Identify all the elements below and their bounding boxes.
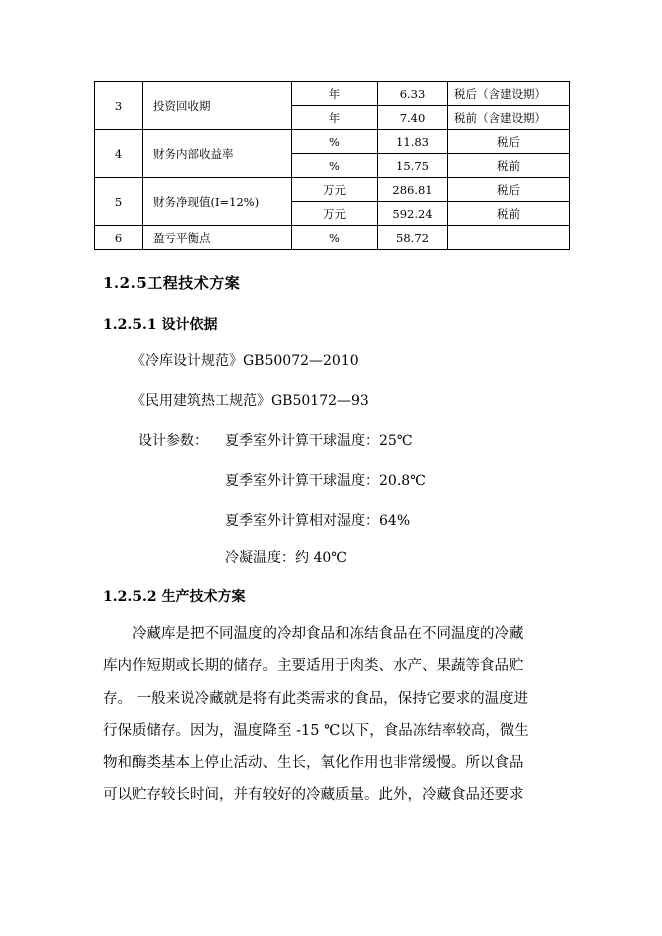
table-row <box>95 82 570 106</box>
paragraph-line: 库内作短期或长期的储存。主要适用于肉类、水产、果蔬等食品贮 <box>103 658 524 675</box>
value-cell: 286.81 <box>378 178 448 202</box>
unit-cell: % <box>292 226 378 250</box>
financial-indicators-table <box>94 81 570 250</box>
paragraph-line: 可以贮存较长时间，并有较好的冷藏质量。此外，冷藏食品还要求 <box>103 787 524 804</box>
value-cell: 592.24 <box>378 202 448 226</box>
table-row <box>95 226 570 250</box>
design-param-2: 夏季室外计算干球温度：20.8℃ <box>225 473 426 489</box>
indicator-name-cell: 投资回收期 <box>143 82 292 130</box>
paragraph-line: 物和酶类基本上停止活动、生长，氧化作用也非常缓慢。所以食品 <box>103 755 524 772</box>
design-param-1: 夏季室外计算干球温度：25℃ <box>225 433 413 449</box>
unit-cell: % <box>292 130 378 154</box>
design-params-label: 设计参数： <box>138 433 208 449</box>
indicator-name-cell: 财务净现值(I=12%) <box>143 178 292 226</box>
value-cell: 15.75 <box>378 154 448 178</box>
table-row <box>95 130 570 154</box>
note-cell: 税后（含建设期） <box>448 82 570 106</box>
paragraph-line: 冷藏库是把不同温度的冷却食品和冻结食品在不同温度的冷藏 <box>132 626 524 642</box>
row-number-cell: 3 <box>95 82 143 130</box>
note-cell <box>448 226 570 250</box>
row-number-cell: 5 <box>95 178 143 226</box>
note-cell: 税前（含建设期） <box>448 106 570 130</box>
design-param-3: 夏季室外计算相对湿度：64% <box>225 513 411 529</box>
value-cell: 7.40 <box>378 106 448 130</box>
design-code-1: 《冷库设计规范》GB50072—2010 <box>131 353 359 369</box>
note-cell: 税后 <box>448 130 570 154</box>
row-number-cell: 4 <box>95 130 143 178</box>
value-cell: 6.33 <box>378 82 448 106</box>
production-heading: 1.2.5.2 生产技术方案 <box>103 589 246 605</box>
row-number-cell: 6 <box>95 226 143 250</box>
paragraph-line: 存。 一般来说冷藏就是将有此类需求的食品，保持它要求的温度进 <box>103 690 529 707</box>
indicator-name-cell: 财务内部收益率 <box>143 130 292 178</box>
unit-cell: 年 <box>292 106 378 130</box>
design-code-2: 《民用建筑热工规范》GB50172—93 <box>131 393 369 409</box>
note-cell: 税后 <box>448 178 570 202</box>
unit-cell: 年 <box>292 82 378 106</box>
paragraph-line: 行保质储存。因为，温度降至 -15 ℃以下，食品冻结率较高，微生 <box>103 722 529 739</box>
unit-cell: 万元 <box>292 202 378 226</box>
design-basis-heading: 1.2.5.1 设计依据 <box>103 317 218 333</box>
table-row <box>95 178 570 202</box>
note-cell: 税前 <box>448 154 570 178</box>
indicator-name-cell: 盈亏平衡点 <box>143 226 292 250</box>
unit-cell: 万元 <box>292 178 378 202</box>
unit-cell: % <box>292 154 378 178</box>
design-param-4: 冷凝温度：约 40℃ <box>225 550 347 566</box>
section-heading: 1.2.5工程技术方案 <box>103 274 241 292</box>
note-cell: 税前 <box>448 202 570 226</box>
value-cell: 11.83 <box>378 130 448 154</box>
production-paragraph <box>103 618 571 812</box>
value-cell: 58.72 <box>378 226 448 250</box>
